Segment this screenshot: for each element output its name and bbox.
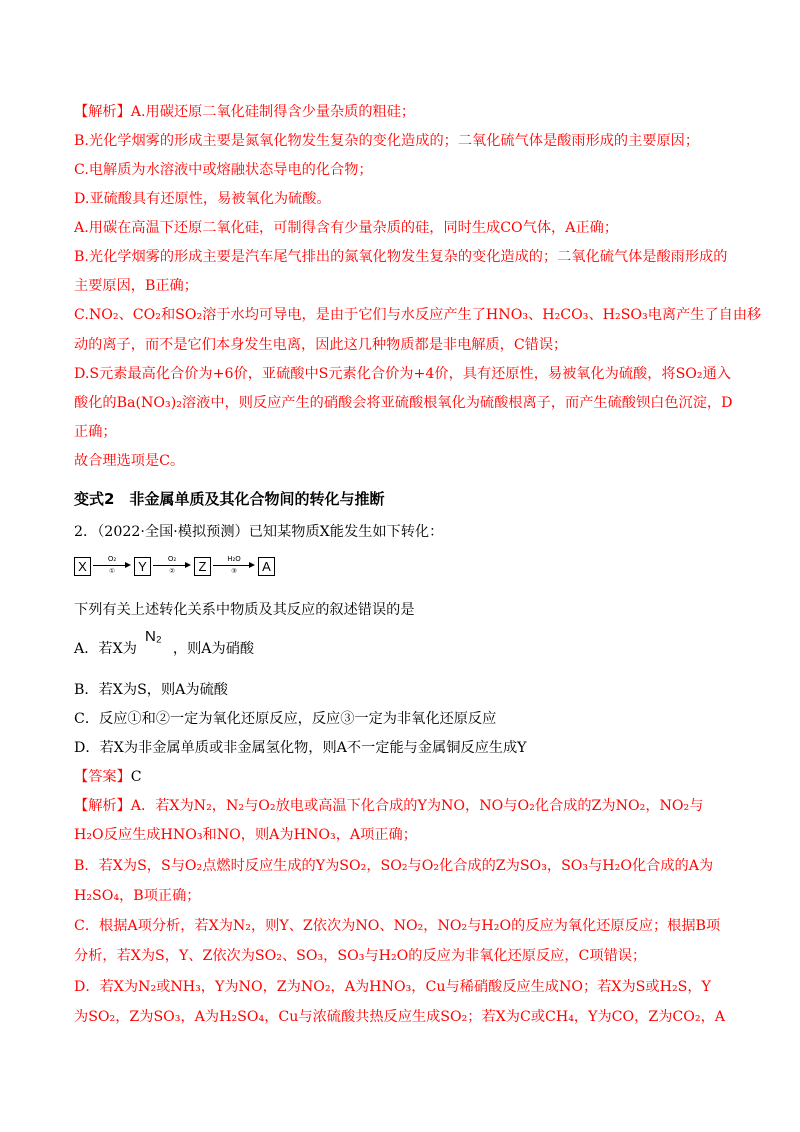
analysis-line: B.光化学烟雾的形成主要是汽车尾气排出的氮氧化物发生复杂的变化造成的；二氧化硫气体是酸雨形成的 [74,249,728,265]
option-c: C．反应①和②一定为氧化还原反应，反应③一定为非氧化还原反应 [74,711,497,727]
analysis-line: 故合理选项是C。 [74,453,185,469]
chain-node: Y [134,557,151,576]
analysis-line: H₂SO₄，B项正确； [74,888,201,904]
arrow-step-label: ① [109,567,115,575]
answer-value: C [130,769,142,785]
option-a-formula: N₂ [145,628,162,645]
analysis-line: 正确； [74,424,117,440]
chain-node: A [258,557,275,576]
reaction-arrow [213,555,255,577]
arrow-reagent-label: O₂ [167,555,177,563]
analysis-line: 主要原因，B正确； [74,278,198,294]
analysis-line: 【解析】A．若X为N₂，N₂与O₂放电或高温下化合成的Y为NO，NO与O₂化合成的Z为NO₂，NO₂与 [74,798,704,814]
analysis-line: D.亚硫酸具有还原性，易被氧化为硫酸。 [74,191,331,207]
analysis-line: 为SO₂，Z为SO₃，A为H₂SO₄，Cu与浓硫酸共热反应生成SO₂；若X为C或CH₄，Y为CO，Z为CO₂，A [74,1009,725,1025]
analysis-line: D．若X为N₂或NH₃，Y为NO，Z为NO₂，A为HNO₃，Cu与稀硝酸反应生成NO；若X为S或H₂S，Y [74,979,711,995]
section-heading: 变式2 非金属单质及其化合物间的转化与推断 [74,490,385,508]
arrow-reagent-label: O₂ [107,555,117,563]
arrow-step-label: ② [169,567,175,575]
analysis-line: C.电解质为水溶液中或熔融状态导电的化合物； [74,162,373,178]
analysis-line: D.S元素最高化合价为+6价，亚硫酸中S元素化合价为+4价，具有还原性，易被氧化为硫酸，将SO₂通入 [74,366,731,382]
analysis-line: 动的离子，而不是它们本身发生电离，因此这几种物质都是非电解质，C错误； [74,337,568,353]
transformation-chain-diagram [74,555,314,579]
question-stem: 2．（2022·全国·模拟预测）已知某物质X能发生如下转化： [74,524,444,540]
chain-node: Z [194,557,211,576]
analysis-line: B.光化学烟雾的形成主要是氮氧化物发生复杂的变化造成的；二氧化硫气体是酸雨形成的主要原因； [74,133,700,149]
question-prompt: 下列有关上述转化关系中物质及其反应的叙述错误的是 [74,602,415,618]
analysis-line: C．根据A项分析，若X为N₂，则Y、Z依次为NO、NO₂，NO₂与H₂O的反应为氧化还原反应；根据B项 [74,918,721,934]
analysis-line: 【解析】A.用碳还原二氧化硅制得含少量杂质的粗硅； [74,104,416,120]
answer-tag: 【答案】 [74,769,131,785]
analysis-line: 酸化的Ba(NO₃)₂溶液中，则反应产生的硝酸会将亚硫酸根氧化为硫酸根离子，而产生硫酸钡白色沉淀，D [74,395,733,411]
analysis-tag: 【解析】 [74,104,131,120]
option-d: D．若X为非金属单质或非金属氢化物，则A不一定能与金属铜反应生成Y [74,740,527,756]
option-a: A．若X为 ，则A为硝酸 [74,641,255,657]
answer-line [74,767,734,787]
reaction-arrow [93,555,131,577]
analysis-tag: 【解析】 [74,798,131,814]
analysis-line: A.用碳在高温下还原二氧化硅，可制得含有少量杂质的硅，同时生成CO气体，A正确； [74,220,619,236]
chain-node: X [74,557,91,576]
analysis-line: 分析，若X为S，Y、Z依次为SO₂、SO₃，SO₃与H₂O的反应为非氧化还原反应，C项错误； [74,948,647,964]
option-b: B．若X为S，则A为硫酸 [74,682,228,698]
arrow-reagent-label: H₂O [227,555,241,563]
analysis-line: B．若X为S，S与O₂点燃时反应生成的Y为SO₂，SO₂与O₂化合成的Z为SO₃，SO₃与H₂O化合成的A为 [74,858,714,874]
analysis-line: H₂O反应生成HNO₃和NO，则A为HNO₃，A项正确； [74,827,417,843]
arrow-step-label: ③ [231,567,237,575]
reaction-arrow [153,555,191,577]
analysis-line: C.NO₂、CO₂和SO₂溶于水均可导电，是由于它们与水反应产生了HNO₃、H₂CO₃、H₂SO₃电离产生了自由移 [74,307,762,323]
